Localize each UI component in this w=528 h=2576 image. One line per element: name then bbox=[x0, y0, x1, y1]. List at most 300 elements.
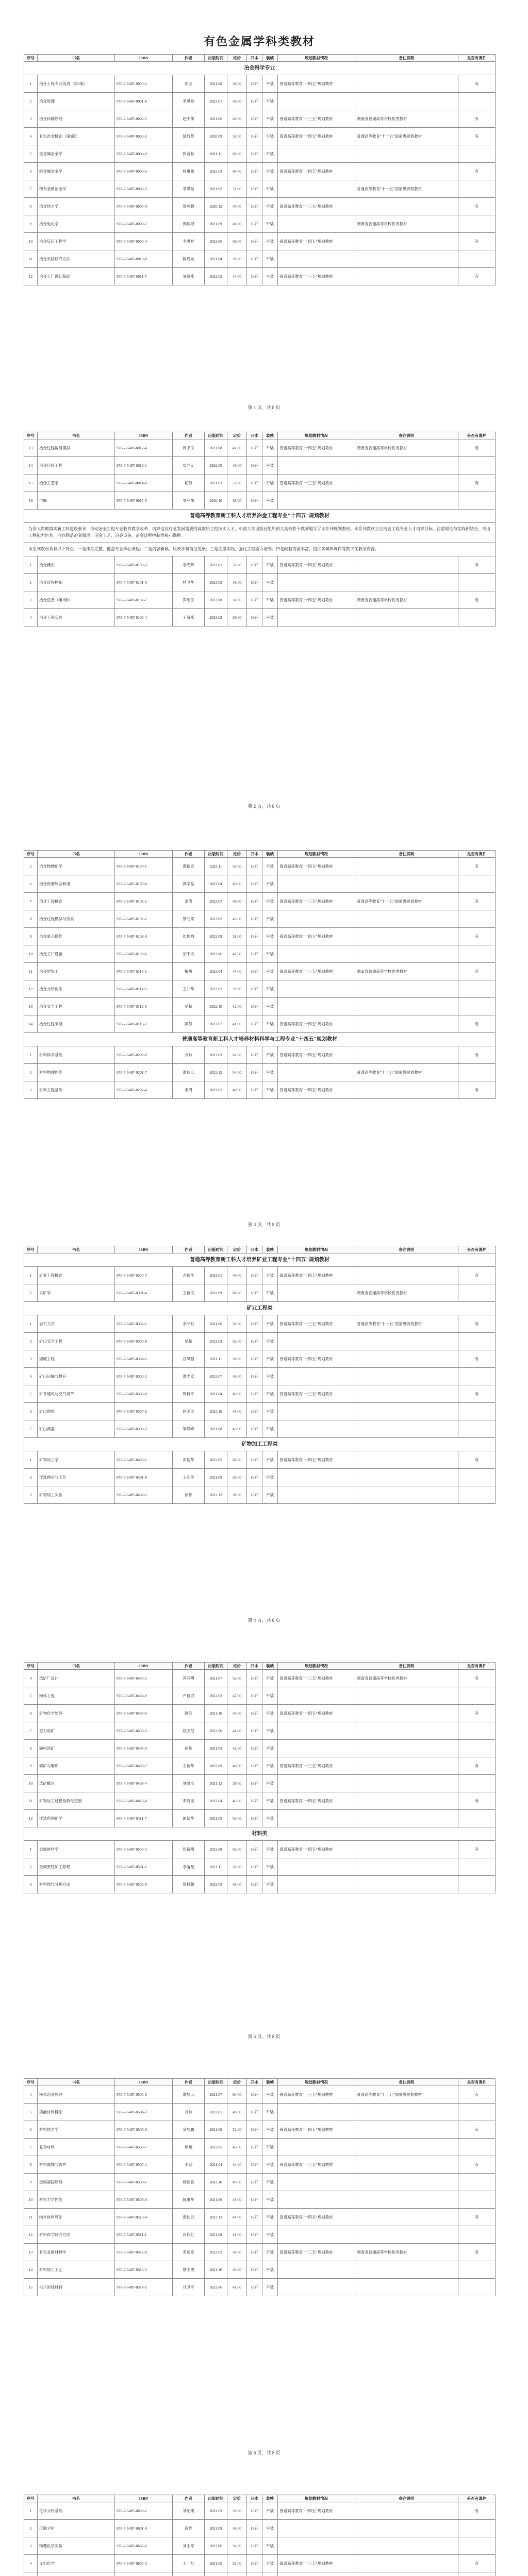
table-cell: 平装 bbox=[262, 2261, 278, 2279]
table-cell bbox=[355, 2156, 458, 2174]
table-cell: 46.00 bbox=[227, 893, 247, 910]
table-cell: 普通高等教育"十四五"规划教材 bbox=[278, 1792, 355, 1810]
table-cell: 2021.03 bbox=[205, 1740, 227, 1757]
table-cell: 52.00 bbox=[227, 1670, 247, 1687]
table-cell: 14 bbox=[24, 2261, 38, 2279]
page-5 bbox=[24, 1662, 495, 1893]
table-row bbox=[24, 591, 496, 608]
table-cell: 978-7-5487-0001-8 bbox=[115, 93, 173, 110]
table-cell: 平装 bbox=[262, 1368, 278, 1385]
table-cell: 2021.07 bbox=[205, 2086, 227, 2104]
table-cell: 978-7-5487-0004-9 bbox=[115, 145, 173, 163]
table-cell: 刘晓燕 bbox=[173, 268, 205, 285]
table-cell: 平装 bbox=[262, 1403, 278, 1420]
table-cell: 普通高等教育"十四五"规划教材 bbox=[278, 1705, 355, 1722]
table-cell bbox=[355, 1385, 458, 1403]
table-cell: 有 bbox=[458, 1385, 496, 1403]
table-cell: 李光辉 bbox=[173, 556, 205, 573]
table-cell: 2022.08 bbox=[205, 591, 227, 608]
table-cell bbox=[278, 2174, 355, 2191]
table-cell: 52.00 bbox=[227, 2555, 247, 2572]
table-cell: 冶金工厂设计基础 bbox=[38, 268, 115, 285]
table-cell bbox=[458, 2174, 496, 2191]
table-cell: 材料现代分析方法 bbox=[38, 1876, 115, 1893]
table-cell bbox=[355, 1368, 458, 1385]
table-cell: 平装 bbox=[262, 556, 278, 573]
table-cell: 2022.09 bbox=[205, 928, 227, 945]
table-cell: 2021.07 bbox=[205, 1670, 227, 1687]
table-cell bbox=[458, 945, 496, 963]
table-cell: 2 bbox=[24, 1858, 38, 1876]
column-header: 作者 bbox=[173, 2495, 205, 2502]
column-header: 开本 bbox=[247, 1246, 262, 1253]
table-cell: 3 bbox=[24, 1350, 38, 1368]
table-cell: 碎矿与磨矿 bbox=[38, 1757, 115, 1775]
page-footer: 第 2 页，共 8 页 bbox=[248, 804, 280, 809]
table-cell: 4 bbox=[24, 1368, 38, 1385]
table-cell: 2023.03 bbox=[205, 1046, 227, 1064]
table-cell: 2021.04 bbox=[205, 2156, 227, 2174]
table-cell: 平装 bbox=[262, 2209, 278, 2226]
column-header: 是否有课件 bbox=[458, 2079, 496, 2086]
table-cell bbox=[278, 1284, 355, 1302]
table-cell bbox=[115, 2572, 173, 2576]
table-row bbox=[24, 1403, 496, 1420]
column-header: 备注说明 bbox=[355, 432, 458, 439]
table-cell bbox=[458, 2537, 496, 2555]
table-cell: 平装 bbox=[262, 128, 278, 145]
table-cell: 978-7-5487-0508-1 bbox=[115, 2174, 173, 2191]
table-row bbox=[24, 1810, 496, 1827]
table-cell: 2020.09 bbox=[205, 128, 227, 145]
table-cell: 有 bbox=[458, 110, 496, 128]
table-cell: 16开 bbox=[247, 2520, 262, 2537]
column-header: 备注说明 bbox=[355, 55, 458, 62]
column-header: 规划教材情况 bbox=[278, 2079, 355, 2086]
table-cell: 16开 bbox=[247, 250, 262, 268]
table-cell bbox=[278, 2572, 355, 2576]
table-cell: 重金属冶金学 bbox=[38, 145, 115, 163]
table-cell: 48.00 bbox=[227, 1081, 247, 1099]
notice-text: 本系列教材具有以下特点：一是体系完整，覆盖专业核心课程；二是内容新颖，反映学科前沿发展；三是注重实践，强化工程能力培养；四是配套资源丰富，提供多媒体课件等数字化教学资源。 bbox=[24, 543, 496, 556]
table-cell: 王毓华 bbox=[173, 1757, 205, 1775]
table-cell: 16开 bbox=[247, 928, 262, 945]
table-cell: 15 bbox=[24, 2279, 38, 2296]
table-cell: 978-7-5487-0307-6 bbox=[115, 1403, 173, 1420]
table-cell bbox=[355, 233, 458, 250]
section-heading: 矿物加工工程类 bbox=[24, 1438, 496, 1451]
table-cell: 978-7-5487-0000-1 bbox=[115, 75, 173, 93]
table-cell bbox=[278, 180, 355, 198]
table-cell: 10 bbox=[24, 233, 38, 250]
column-header: 备注说明 bbox=[355, 2495, 458, 2502]
table-cell: 16开 bbox=[247, 910, 262, 928]
column-header: 装帧 bbox=[262, 1246, 278, 1253]
table-cell: 平装 bbox=[262, 1015, 278, 1033]
table-cell: 平装 bbox=[262, 268, 278, 285]
table-cell: 978-7-5487-0301-4 bbox=[115, 1284, 173, 1302]
table-cell: 宫凤强 bbox=[173, 1350, 205, 1368]
table-cell: 平装 bbox=[262, 858, 278, 875]
table-cell: 2022.07 bbox=[205, 1368, 227, 1385]
table-cell: 9 bbox=[24, 2174, 38, 2191]
table-cell: 胡宏 bbox=[173, 75, 205, 93]
table-row bbox=[24, 215, 496, 233]
table-cell bbox=[355, 928, 458, 945]
table-cell: 赵中伟 bbox=[173, 110, 205, 128]
table-cell bbox=[458, 980, 496, 998]
table-cell: 978-7-5487-0502-9 bbox=[115, 1876, 173, 1893]
table-cell: 普通高等教育"十四五"规划教材 bbox=[278, 128, 355, 145]
table-cell: 平装 bbox=[262, 1670, 278, 1687]
table-cell: 6 bbox=[24, 2121, 38, 2139]
table-cell: 58.00 bbox=[227, 2244, 247, 2261]
table-cell: 冶金分析化学 bbox=[38, 980, 115, 998]
table-cell bbox=[458, 2104, 496, 2121]
table-cell: 2022.02 bbox=[205, 1687, 227, 1705]
table-cell: 普通高等教育"十四五"规划教材 bbox=[278, 1451, 355, 1469]
table-cell: 熊翔 bbox=[173, 2139, 205, 2156]
table-cell: 13 bbox=[24, 998, 38, 1015]
table-cell: 62.00 bbox=[227, 1046, 247, 1064]
table-cell: 12 bbox=[24, 2226, 38, 2244]
table-cell: 平装 bbox=[262, 1064, 278, 1081]
table-cell: 46.00 bbox=[227, 2520, 247, 2537]
table-row bbox=[24, 2226, 496, 2244]
table-cell: 冶金传输原理 bbox=[38, 110, 115, 128]
table-cell: 采矿学 bbox=[38, 1284, 115, 1302]
table-cell: 16开 bbox=[247, 439, 262, 457]
table-cell: 5 bbox=[24, 145, 38, 163]
table-cell: 刘晓文 bbox=[173, 1775, 205, 1792]
table-cell: 蒋维 bbox=[173, 2520, 205, 2537]
table-cell: 36.00 bbox=[227, 75, 247, 93]
table-cell: 2022.10 bbox=[205, 1403, 227, 1420]
table-cell: 湖南省普通高等学校优秀教材 bbox=[355, 963, 458, 980]
table-cell: 平装 bbox=[262, 1350, 278, 1368]
table-cell: 11 bbox=[24, 250, 38, 268]
table-cell bbox=[278, 1403, 355, 1420]
table-cell bbox=[458, 2520, 496, 2537]
table-cell: 12 bbox=[24, 1810, 38, 1827]
page-footer: 第 3 页，共 8 页 bbox=[248, 1222, 280, 1227]
section-heading: 材料类 bbox=[24, 1827, 496, 1841]
table-cell: 冶金反应工程学 bbox=[38, 233, 115, 250]
table-cell: 普通高等教育"十三五"规划教材 bbox=[278, 2555, 355, 2572]
column-header: ISBN bbox=[115, 1663, 173, 1670]
table-cell: 16开 bbox=[247, 1064, 262, 1081]
table-cell: 46.00 bbox=[227, 1792, 247, 1810]
table-cell bbox=[355, 2502, 458, 2520]
table-cell: 16开 bbox=[247, 1350, 262, 1368]
table-cell: 有 bbox=[458, 2555, 496, 2572]
column-header: ISBN bbox=[115, 1246, 173, 1253]
table-cell: 49.00 bbox=[227, 875, 247, 893]
table-row bbox=[24, 1670, 496, 1687]
table-cell: 平装 bbox=[262, 875, 278, 893]
table-cell: 13 bbox=[24, 439, 38, 457]
table-cell: 978-7-5487-0002-5 bbox=[115, 110, 173, 128]
table-cell: 16开 bbox=[247, 457, 262, 474]
table-cell: 2 bbox=[24, 1333, 38, 1350]
table-cell: 16开 bbox=[247, 110, 262, 128]
table-cell: 平装 bbox=[262, 945, 278, 963]
table-cell bbox=[355, 1705, 458, 1722]
table-cell: 2021.06 bbox=[205, 1315, 227, 1333]
column-header: 装帧 bbox=[262, 2079, 278, 2086]
table-cell: 42.00 bbox=[227, 998, 247, 1015]
table-cell bbox=[355, 910, 458, 928]
column-header: 序号 bbox=[24, 55, 38, 62]
table-cell bbox=[355, 1451, 458, 1469]
notice-row bbox=[24, 523, 496, 543]
table-cell: 有 bbox=[458, 2244, 496, 2261]
table-row bbox=[24, 180, 496, 198]
table-cell: 有 bbox=[458, 75, 496, 93]
table-cell: 16开 bbox=[247, 1046, 262, 1064]
table-cell: 钟宏 bbox=[173, 1705, 205, 1722]
table-cell: 978-7-5487-0104-1 bbox=[115, 858, 173, 875]
table-cell: 15 bbox=[24, 474, 38, 492]
page-1 bbox=[24, 33, 495, 285]
table-cell: 陈启元 bbox=[173, 250, 205, 268]
table-cell: 2023.03 bbox=[205, 573, 227, 591]
catalog-table bbox=[24, 2495, 496, 2576]
table-cell: 普通高等教育"十一五"国家级规划教材 bbox=[355, 180, 458, 198]
table-cell bbox=[355, 2261, 458, 2279]
table-cell: 2021.04 bbox=[205, 1385, 227, 1403]
table-cell: 普通高等教育"十四五"规划教材 bbox=[278, 1015, 355, 1033]
table-cell: 16开 bbox=[247, 1687, 262, 1705]
table-cell: 矿物加工学 bbox=[38, 1451, 115, 1469]
table-row bbox=[24, 163, 496, 180]
table-cell: 8 bbox=[24, 910, 38, 928]
table-cell bbox=[355, 2174, 458, 2191]
table-cell: 平装 bbox=[262, 492, 278, 510]
column-header: 书名 bbox=[38, 432, 115, 439]
table-cell bbox=[278, 875, 355, 893]
table-cell bbox=[458, 910, 496, 928]
column-header: 规划教材情况 bbox=[278, 851, 355, 858]
table-cell bbox=[458, 457, 496, 474]
table-cell bbox=[278, 2261, 355, 2279]
table-cell: 李落星 bbox=[173, 1858, 205, 1876]
table-cell: 2022.01 bbox=[205, 93, 227, 110]
table-cell: 有 bbox=[458, 268, 496, 285]
table-cell: 矿山安全工程 bbox=[38, 1333, 115, 1350]
column-header: 书名 bbox=[38, 2079, 115, 2086]
table-cell: 13 bbox=[24, 2244, 38, 2261]
column-header: 开本 bbox=[247, 432, 262, 439]
table-cell bbox=[173, 2572, 205, 2576]
table-row bbox=[24, 93, 496, 110]
table-row bbox=[24, 608, 496, 626]
table-cell: 16开 bbox=[247, 75, 262, 93]
table-cell: 48.00 bbox=[227, 2104, 247, 2121]
table-cell bbox=[355, 1757, 458, 1775]
column-header: 备注说明 bbox=[355, 851, 458, 858]
table-cell bbox=[355, 1015, 458, 1033]
table-row bbox=[24, 2191, 496, 2209]
section-heading: 矿业工程类 bbox=[24, 1302, 496, 1315]
table-cell: 粉体工程 bbox=[38, 1687, 115, 1705]
table-cell bbox=[355, 1841, 458, 1858]
table-cell: 湖南省普通高等学校优秀教材 bbox=[355, 110, 458, 128]
table-cell: 有 bbox=[458, 2156, 496, 2174]
table-cell: 2021.05 bbox=[205, 2555, 227, 2572]
column-header: 书名 bbox=[38, 2495, 115, 2502]
table-cell: 11 bbox=[24, 2209, 38, 2226]
table-cell bbox=[278, 93, 355, 110]
table-cell bbox=[278, 1687, 355, 1705]
table-cell: 7 bbox=[24, 1722, 38, 1740]
table-cell: 刘咏 bbox=[173, 1046, 205, 1064]
table-cell bbox=[24, 2572, 38, 2576]
table-row bbox=[24, 2244, 496, 2261]
column-header: 装帧 bbox=[262, 55, 278, 62]
table-row bbox=[24, 1368, 496, 1385]
table-cell: 16开 bbox=[247, 2104, 262, 2121]
table-cell: 冶金电化学 bbox=[38, 215, 115, 233]
table-row bbox=[24, 1451, 496, 1469]
column-header: 是否有课件 bbox=[458, 55, 496, 62]
table-cell: 1 bbox=[24, 556, 38, 573]
table-header-row bbox=[24, 432, 496, 439]
table-row bbox=[24, 2555, 496, 2572]
table-cell: 平装 bbox=[262, 1333, 278, 1350]
table-cell: 湖南省普通高等学校优秀教材 bbox=[355, 215, 458, 233]
table-cell: 邓运来 bbox=[173, 2244, 205, 2261]
table-cell: 16开 bbox=[247, 1670, 262, 1687]
table-cell: 55.00 bbox=[227, 1705, 247, 1722]
table-cell: 43.00 bbox=[227, 2191, 247, 2209]
table-cell bbox=[355, 556, 458, 573]
table-cell: 9 bbox=[24, 928, 38, 945]
table-cell bbox=[458, 608, 496, 626]
table-row bbox=[24, 980, 496, 998]
column-header: 规划教材情况 bbox=[278, 1663, 355, 1670]
table-cell: 平装 bbox=[262, 2121, 278, 2139]
section-heading: 冶金科学专业 bbox=[24, 62, 496, 75]
table-cell: 6 bbox=[24, 875, 38, 893]
table-cell: 2021.06 bbox=[205, 110, 227, 128]
table-cell: 王新民 bbox=[173, 1284, 205, 1302]
table-cell: 978-7-5487-0500-5 bbox=[115, 1841, 173, 1858]
table-header-row bbox=[24, 1246, 496, 1253]
table-cell: 有 bbox=[458, 1451, 496, 1469]
table-cell: 1 bbox=[24, 2502, 38, 2520]
table-cell bbox=[278, 2139, 355, 2156]
table-cell: 4 bbox=[24, 608, 38, 626]
table-cell: 16开 bbox=[247, 2279, 262, 2296]
table-cell: 材料科学基础 bbox=[38, 1046, 115, 1064]
table-cell: 梁英教 bbox=[173, 198, 205, 215]
table-cell: 978-7-5487-0308-3 bbox=[115, 1420, 173, 1438]
table-row bbox=[24, 492, 496, 510]
table-cell: 冶金环境工程 bbox=[38, 457, 115, 474]
table-cell: 3 bbox=[24, 1876, 38, 1893]
table-cell bbox=[458, 1420, 496, 1438]
table-cell: 2021.08 bbox=[205, 2226, 227, 2244]
table-cell: 胡岳华 bbox=[173, 1810, 205, 1827]
table-cell bbox=[278, 2104, 355, 2121]
table-cell bbox=[458, 180, 496, 198]
table-cell: 978-7-5487-0100-3 bbox=[115, 556, 173, 573]
table-cell: 42.00 bbox=[227, 439, 247, 457]
table-cell bbox=[278, 145, 355, 163]
table-row bbox=[24, 439, 496, 457]
table-cell bbox=[278, 573, 355, 591]
column-header: ISBN bbox=[115, 55, 173, 62]
table-cell bbox=[458, 998, 496, 1015]
table-cell: 2021.10 bbox=[205, 2261, 227, 2279]
table-cell: 2022.05 bbox=[205, 457, 227, 474]
table-row bbox=[24, 1333, 496, 1350]
table-row bbox=[24, 2279, 496, 2296]
table-cell: 普通高等教育"十三五"规划教材 bbox=[278, 2156, 355, 2174]
table-cell: 16开 bbox=[247, 1841, 262, 1858]
table-cell: 38.00 bbox=[227, 1486, 247, 1504]
table-cell: 平装 bbox=[262, 233, 278, 250]
table-cell: 978-7-5487-0410-0 bbox=[115, 1792, 173, 1810]
table-cell: 49.00 bbox=[227, 110, 247, 128]
table-row bbox=[24, 2121, 496, 2139]
section-heading-row bbox=[24, 1033, 496, 1046]
table-cell: 冶金设备（第2版） bbox=[38, 591, 115, 608]
table-cell: 平装 bbox=[262, 1284, 278, 1302]
table-cell bbox=[458, 1722, 496, 1740]
table-cell: 杨伏良 bbox=[173, 2174, 205, 2191]
table-cell: 普通高等教育"十三五"规划教材 bbox=[278, 110, 355, 128]
table-cell: 有 bbox=[458, 233, 496, 250]
table-cell: 54.00 bbox=[227, 1064, 247, 1081]
table-cell: 平装 bbox=[262, 2104, 278, 2121]
table-cell: 平装 bbox=[262, 1722, 278, 1740]
table-cell: 2021.09 bbox=[205, 215, 227, 233]
table-row bbox=[24, 75, 496, 93]
table-cell: 4 bbox=[24, 1670, 38, 1687]
table-cell: 桂卫华 bbox=[173, 573, 205, 591]
table-cell: 43.00 bbox=[227, 1420, 247, 1438]
column-header: 是否有课件 bbox=[458, 1246, 496, 1253]
section-heading-row bbox=[24, 1827, 496, 1841]
table-row bbox=[24, 1081, 496, 1099]
table-cell: 黄伯云 bbox=[173, 1064, 205, 1081]
table-cell: 16 bbox=[24, 492, 38, 510]
table-cell: 陈静 bbox=[173, 1015, 205, 1033]
table-cell: 16开 bbox=[247, 1284, 262, 1302]
page-footer: 第 4 页，共 8 页 bbox=[248, 1618, 280, 1623]
table-cell: 16开 bbox=[247, 1385, 262, 1403]
table-cell bbox=[355, 1792, 458, 1810]
table-cell bbox=[355, 1350, 458, 1368]
table-cell: 2021.10 bbox=[205, 1705, 227, 1722]
table-cell: 粉末冶金原理 bbox=[38, 2086, 115, 2104]
table-cell: 周科平 bbox=[173, 1385, 205, 1403]
table-cell: 刘咏 bbox=[173, 2104, 205, 2121]
table-cell: 1 bbox=[24, 1046, 38, 1064]
table-cell: 41.00 bbox=[227, 2226, 247, 2244]
table-cell: 普通高等教育"十四五"规划教材 bbox=[278, 1267, 355, 1284]
table-cell: 有 bbox=[458, 163, 496, 180]
table-cell: 有 bbox=[458, 1081, 496, 1099]
table-cell bbox=[458, 875, 496, 893]
table-cell: 2021.05 bbox=[205, 180, 227, 198]
table-cell: 48.00 bbox=[227, 1757, 247, 1775]
table-cell: 平装 bbox=[262, 250, 278, 268]
column-header: ISBN bbox=[115, 432, 173, 439]
table-cell bbox=[458, 492, 496, 510]
